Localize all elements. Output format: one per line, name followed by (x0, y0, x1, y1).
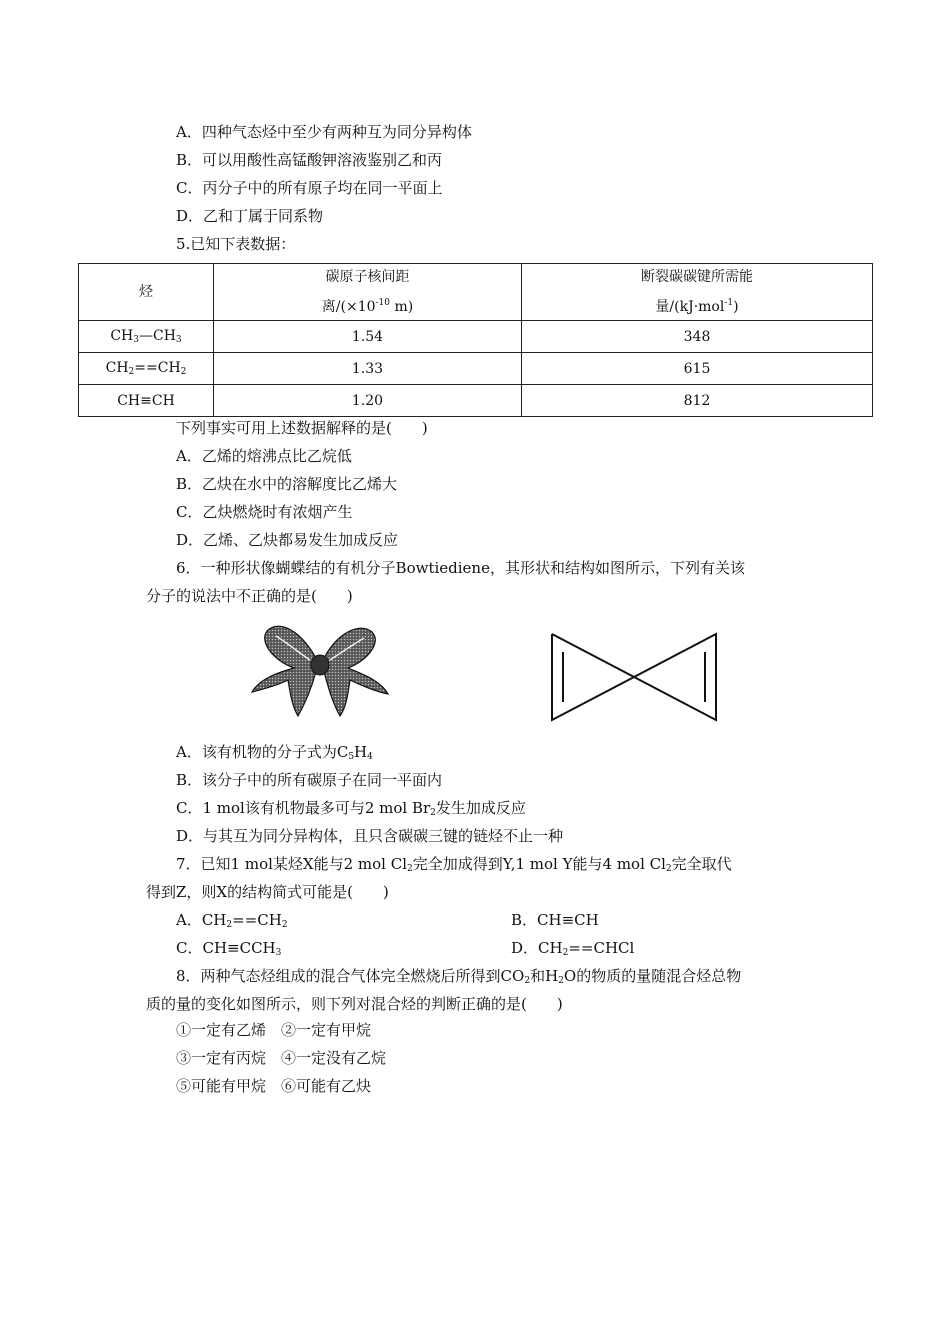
q4-option-d: D．乙和丁属于同系物 (176, 207, 324, 225)
distance-cell: 1.54 (214, 321, 522, 353)
q7-stem-line1: 7．已知1 mol某烃X能与2 mol $Cl_2$完全加成得到Y,1 mol Y能与4 mol $Cl_2$完全取代 (176, 855, 732, 874)
q6-option-c: C．1 mol该有机物最多可与2 mol $Br_2$发生加成反应 (176, 799, 526, 818)
energy-cell: 348 (522, 321, 873, 353)
q6-option-a: A．该有机物的分子式为$C_5H_4$ (176, 743, 373, 762)
q8-options-row2: ③一定有丙烷 ④一定没有乙烷 (176, 1049, 387, 1067)
q7-option-b: B．CH≡CH (511, 911, 599, 929)
q7-option-c: C．$CH\equiv CCH_3$ (176, 939, 282, 958)
bowtiediene-structure-diagram (548, 630, 720, 724)
q7-stem-line2: 得到Z，则X的结构简式可能是( ) (146, 883, 389, 901)
q5-option-c: C．乙炔燃烧时有浓烟产生 (176, 503, 353, 521)
q7-option-a: A．$CH_2==CH_2$ (176, 911, 288, 930)
q5-option-a: A．乙烯的熔沸点比乙烷低 (176, 447, 352, 465)
q8-stem-line2: 质的量的变化如图所示，则下列对混合烃的判断正确的是( ) (146, 995, 563, 1013)
distance-cell: 1.20 (214, 385, 522, 417)
q6-stem-line2: 分子的说法中不正确的是( ) (146, 587, 353, 605)
distance-cell: 1.33 (214, 353, 522, 385)
q6-option-b: B．该分子中的所有碳原子在同一平面内 (176, 771, 443, 789)
formula-cell: $CH_2==CH_2$ (79, 353, 214, 385)
table-header-row (79, 264, 873, 321)
q8-options-row3: ⑤可能有甲烷 ⑥可能有乙炔 (176, 1077, 372, 1095)
q5-stem: 5.已知下表数据： (176, 235, 296, 253)
q7-option-d: D．$CH_2==CHCl$ (511, 939, 635, 958)
q8-options-row1: ①一定有乙烯 ②一定有甲烷 (176, 1021, 372, 1039)
q5-option-d: D．乙烯、乙炔都易发生加成反应 (176, 531, 399, 549)
formula-cell: CH≡CH (79, 385, 214, 417)
energy-cell: 812 (522, 385, 873, 417)
q4-option-b: B．可以用酸性高锰酸钾溶液鉴别乙和丙 (176, 151, 443, 169)
table-row (79, 321, 873, 353)
q8-stem-line1: 8．两种气态烃组成的混合气体完全燃烧后所得到$CO_2$和$H_2O$的物质的量随混合烃总物 (176, 967, 742, 986)
table-row (79, 385, 873, 417)
formula-cell: $CH_3—CH_3$ (79, 321, 214, 353)
bow-photo-image (250, 620, 390, 720)
q5-option-b: B．乙炔在水中的溶解度比乙烯大 (176, 475, 398, 493)
header-energy: 断裂碳碳键所需能 量/(kJ·mol$^{-1}$) (522, 264, 873, 321)
q6-stem-line1: 6．一种形状像蝴蝶结的有机分子Bowtiediene，其形状和结构如图所示，下列有关该 (176, 559, 745, 577)
table-row (79, 353, 873, 385)
q5-question: 下列事实可用上述数据解释的是( ) (176, 419, 428, 437)
bond-data-table (78, 263, 873, 417)
q4-option-a: A．四种气态烃中至少有两种互为同分异构体 (176, 123, 472, 141)
header-distance: 碳原子核间距 离$/(\times 10^{-10}$ m) (214, 264, 522, 321)
header-hydrocarbon: 烃 (79, 264, 214, 321)
q4-option-c: C．丙分子中的所有原子均在同一平面上 (176, 179, 443, 197)
q6-option-d: D．与其互为同分异构体，且只含碳碳三键的链烃不止一种 (176, 827, 564, 845)
energy-cell: 615 (522, 353, 873, 385)
